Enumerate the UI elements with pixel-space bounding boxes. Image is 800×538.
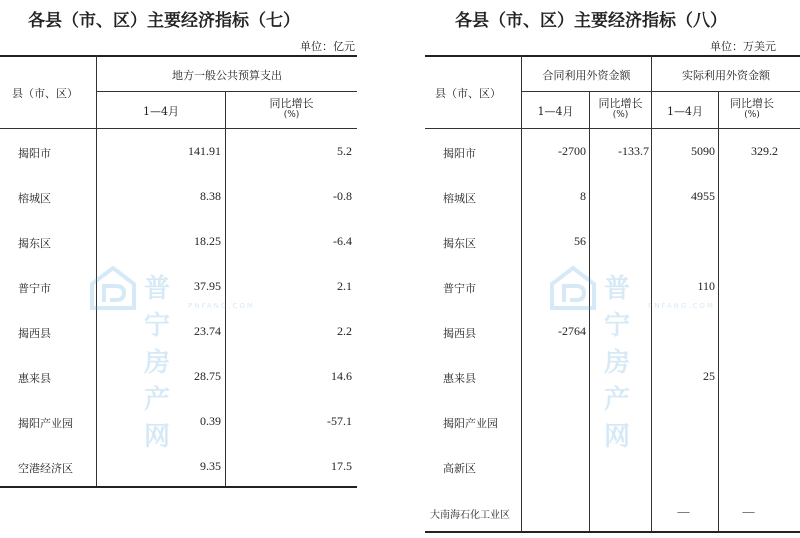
watermark-right-sub: PNFANG.COM [648,302,715,310]
right-row-contract: -2700 [558,144,586,158]
right-col2-header: 同比增长 [598,97,643,110]
right-row-name: 大南海石化工业区 [430,510,510,521]
right-row-name: 揭西县 [443,327,476,340]
right-row-actual: 25 [703,369,715,383]
left-header-bottom-rule [0,128,357,129]
left-row-name: 揭东区 [18,237,51,250]
left-row-name: 惠来县 [18,372,51,385]
right-row-contract: 8 [580,189,586,203]
right-col3-header: 1—4月 [667,105,703,118]
right-row-name: 揭东区 [443,237,476,250]
left-row-budget: 37.95 [194,279,221,293]
right-col4-unit: (%) [744,110,760,120]
left-row-name: 揭西县 [18,327,51,340]
left-row-budget: 23.74 [194,324,221,338]
right-row-actual-growth: 329.2 [751,144,778,158]
left-county-header: 县（市、区） [12,87,78,100]
right-row-name: 揭阳市 [443,147,476,160]
right-subheader-rule [522,91,800,92]
left-row-budget: 141.91 [188,144,221,158]
left-row-growth: 2.1 [337,279,352,293]
right-top-rule [425,55,800,57]
left-top-rule [0,55,357,57]
left-row-growth: 5.2 [337,144,352,158]
right-row-name: 高新区 [443,462,476,475]
watermark-left-sub: PNFANG.COM [188,302,255,310]
right-header-bottom-rule [425,128,800,129]
left-row-name: 空港经济区 [18,462,73,475]
left-unit-label: 单位：亿元 [300,40,355,53]
left-col2-unit: (%) [283,110,300,120]
left-row-growth: -0.8 [333,189,352,203]
right-row-actual-growth: — [742,504,755,518]
left-row-growth: 2.2 [337,324,352,338]
right-row-name: 惠来县 [443,372,476,385]
right-row-actual: 4955 [691,189,715,203]
left-row-growth: 14.6 [331,369,352,383]
left-subheader-rule [97,91,357,92]
left-table-title: 各县（市、区）主要经济指标（七） [28,11,300,31]
right-row-actual: 110 [697,279,715,293]
right-col4-header: 同比增长 [730,97,774,110]
left-bottom-rule [0,486,357,488]
left-row-budget: 18.25 [194,234,221,248]
right-col1-header: 1—4月 [537,105,574,118]
watermark-right-text: 普宁房产网 [604,274,632,452]
left-row-growth: 17.5 [331,459,352,473]
right-row-actual: 5090 [691,144,715,158]
left-col1-header: 1—4月 [143,105,179,118]
right-table-title: 各县（市、区）主要经济指标（八） [455,11,727,31]
right-col2-unit: (%) [612,110,629,120]
left-row-growth: -57.1 [327,414,352,428]
right-group2-header: 实际利用外资金额 [682,69,770,82]
right-county-header: 县（市、区） [435,87,501,100]
right-county-divider [521,55,522,531]
left-row-name: 揭阳产业园 [18,417,73,430]
right-row-name: 榕城区 [443,192,476,205]
right-row-contract: -2764 [558,324,586,338]
left-row-budget: 8.38 [200,189,221,203]
house-logo-icon [548,262,598,312]
right-bottom-rule [425,531,800,533]
left-row-budget: 9.35 [200,459,221,473]
left-row-name: 普宁市 [18,282,51,295]
right-unit-label: 单位：万美元 [710,40,776,53]
left-col2-header: 同比增长 [269,97,314,110]
right-group1-header: 合同利用外资金额 [542,69,631,82]
left-row-growth: -6.4 [333,234,352,248]
left-row-name: 揭阳市 [18,147,51,160]
left-row-budget: 28.75 [194,369,221,383]
right-row-name: 揭阳产业园 [443,417,498,430]
right-row-actual: — [677,504,690,518]
left-row-budget: 0.39 [200,414,221,428]
right-row-contract: 56 [574,234,586,248]
watermark-left-text: 普宁房产网 [144,274,172,452]
left-group-header: 地方一般公共预算支出 [172,69,282,82]
right-row-name: 普宁市 [443,282,476,295]
left-row-name: 榕城区 [18,192,51,205]
right-row-contract-growth: -133.7 [618,144,649,158]
